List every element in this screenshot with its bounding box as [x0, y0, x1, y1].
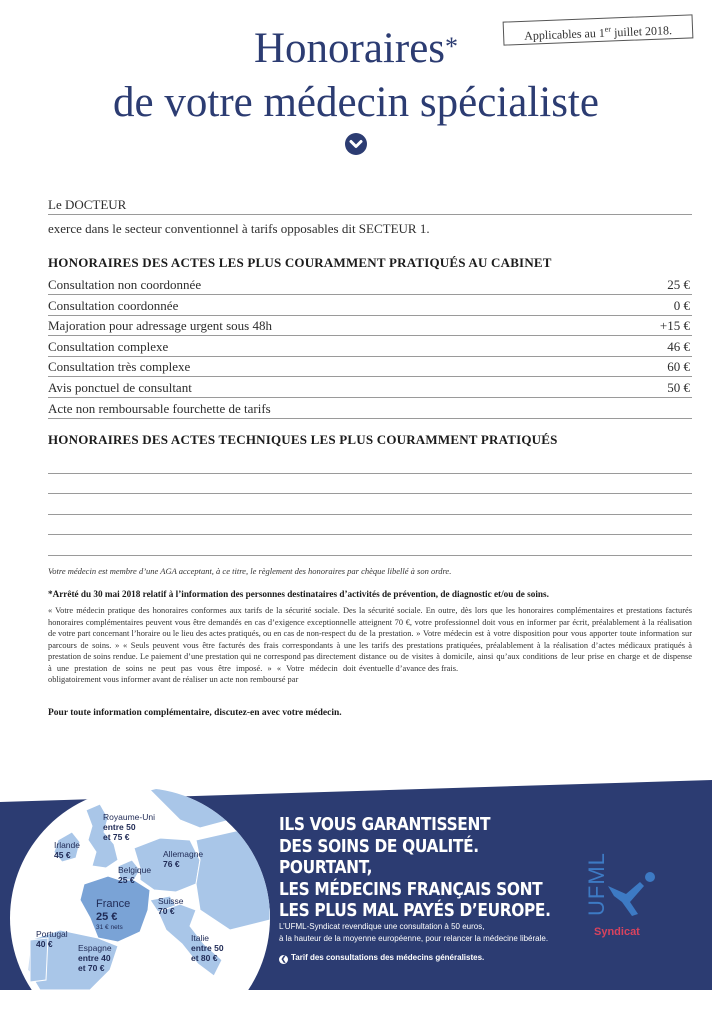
banner-subtext: L’UFML-Syndicat revendique une consultation à 50 euros, à la hauteur de la moyenne européenne, pour relancer la médecine libérale. [279, 922, 549, 943]
fee-label: Majoration pour adressage urgent sous 48h [48, 318, 272, 333]
arrete-note: *Arrêté du 30 mai 2018 relatif à l’information des personnes destinataires d’activités de prévention, de diagnostic et/ou de soins. [48, 589, 549, 599]
fee-row [48, 358, 692, 377]
fee-label: Avis ponctuel de consultant [48, 380, 192, 395]
fee-label: Consultation coordonnée [48, 298, 179, 313]
fee-row [48, 297, 692, 316]
map-label-allemagne: Allemagne 76 € [163, 849, 204, 869]
map-label-espagne: Espagne entre 40 et 70 € [78, 943, 112, 973]
map-label-portugal: Portugal 40 € [36, 929, 68, 949]
arrow-left-icon: ❮ [280, 956, 287, 963]
fee-price: 25 € [667, 277, 690, 292]
map-label-italie: Italie entre 50 et 80 € [191, 933, 224, 963]
page-subtitle: de votre médecin spécialiste [113, 79, 599, 126]
map-label-france: France 25 € 31 € nets [96, 898, 131, 931]
tarif-link[interactable]: ❮ Tarif des consultations des médecins généralistes. [280, 953, 485, 963]
fee-row [48, 379, 692, 398]
blank-line [48, 534, 692, 535]
map-label-irlande: Irlande 45 € [54, 840, 80, 860]
fee-row [48, 338, 692, 357]
fee-row [48, 400, 692, 419]
fee-label: Consultation non coordonnée [48, 277, 202, 292]
fee-label: Acte non remboursable fourchette de tarifs [48, 401, 271, 416]
closing-note: Pour toute information complémentaire, discutez-en avec votre médecin. [48, 708, 342, 718]
sector-text: exerce dans le secteur conventionnel à tarifs opposables dit SECTEUR 1. [48, 221, 430, 236]
technical-heading: HONORAIRES DES ACTES TECHNIQUES LES PLUS COURAMMENT PRATIQUÉS [48, 432, 558, 447]
legal-text-left: « Votre médecin pratique des honoraires conformes aux tarifs de la sécurité sociale. Des honoraires complémentaires peuvent vous être demandés en cas d’exigence exceptionnelle de votre part concernant l’horaire ou le lieu des actes pratiqués, ou en cas de non-respect du parcours de soins. » « Seuls peuvent vous être facturés des frais correspondants à une prestation de soins rendue. Le paiement d’une prestation qui ne correspond pas directement à une prestation de soins ne peut pas vous être imposé. » « Votre médecin doit obligatoirement vous informer avant de réaliser un acte non remboursé par [48, 606, 356, 684]
doctor-name-field: Le DOCTEUR [48, 196, 692, 215]
fee-price: +15 € [659, 318, 690, 333]
aga-note: Votre médecin est membre d’une AGA acceptant, à ce titre, le règlement des honoraires par chèque libellé à son ordre. [48, 566, 452, 576]
cabinet-heading: HONORAIRES DES ACTES LES PLUS COURAMMENT PRATIQUÉS AU CABINET [48, 255, 552, 270]
fee-row [48, 276, 692, 295]
page-title: Honoraires* [253, 25, 459, 72]
blank-line [48, 473, 692, 474]
blank-line [48, 555, 692, 556]
fee-row [48, 317, 692, 336]
map-label-royaume-uni: Royaume-Uni entre 50 et 75 € [103, 812, 155, 842]
legal-text-right: la sécurité sociale. En outre, dès lors que les honoraires complémentaires et prestations facturés atteignent 70 €, votre professionnel doit vous en informer par écrit, préalablement à la réalisation de la prestation. » Votre médecin est à votre disposition pour vous apporter toute information sur les tarifs des prestations pratiquées, préalablement à la réalisation d’actes médicaux pratiqués à distance ou de visites à domicile, ainsi qu’aux conditions de leur prise en charge et de dispense éventuelle d’avance des frais. [359, 606, 692, 673]
banner-slogan: ILS VOUS GARANTISSENT DES SOINS DE QUALITÉ. POURTANT, LES MÉDECINS FRANÇAIS SONT LES PLUS MAL PAYÉS D’EUROPE. [279, 815, 551, 921]
blank-line [48, 493, 692, 494]
blank-line [48, 514, 692, 515]
runner-logo-icon [604, 868, 664, 920]
fee-price: 46 € [667, 339, 690, 354]
chevron-down-icon [345, 133, 367, 155]
syndicat-label: Syndicat [594, 926, 640, 938]
fee-price: 0 € [673, 298, 690, 313]
fee-price: 60 € [667, 359, 690, 374]
fee-label: Consultation très complexe [48, 359, 191, 374]
fee-price: 50 € [667, 380, 690, 395]
map-label-belgique: Belgique 25 € [118, 865, 152, 885]
title-asterisk: * [445, 32, 459, 61]
ufml-logo: UFML [584, 852, 609, 916]
validity-stamp: Applicables au 1er juillet 2018. [503, 14, 694, 45]
map-label-suisse: Suisse 70 € [158, 896, 184, 916]
fee-label: Consultation complexe [48, 339, 169, 354]
